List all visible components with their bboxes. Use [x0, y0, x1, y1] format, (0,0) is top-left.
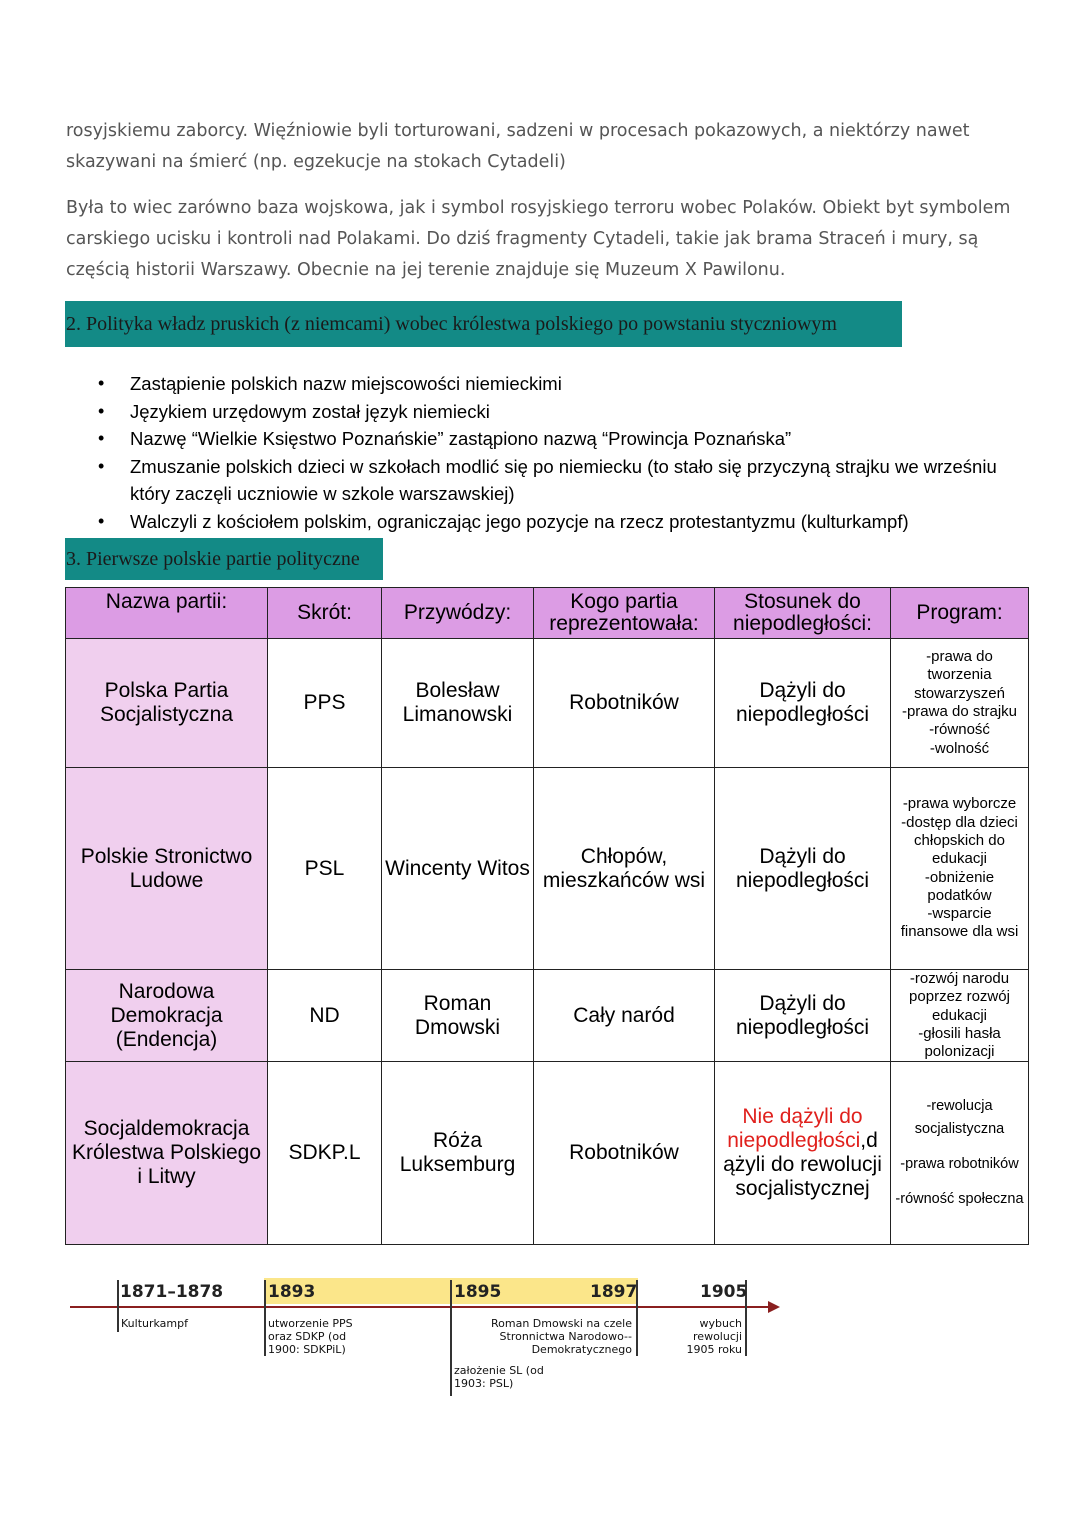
party-program [891, 1062, 1029, 1245]
party-name: Polska Partia Socjalistyczna [66, 639, 268, 768]
timeline-tick [117, 1280, 119, 1332]
timeline-year: 1905 [700, 1282, 748, 1302]
party-abbreviation: ND [268, 970, 382, 1062]
table-row [66, 1062, 1029, 1245]
parties-table [65, 587, 1029, 1245]
header-independence: Stosunek do niepodległości: [715, 588, 891, 639]
party-abbreviation: PSL [268, 768, 382, 970]
program-item: -prawa wyborcze [902, 795, 1017, 813]
stance-rest-2: ążyli do rewolucji socjalistycznej [723, 1153, 882, 1201]
party-leader: Róża Luksemburg [382, 1062, 534, 1245]
timeline-arrow-icon [768, 1301, 780, 1313]
stance-negative: Nie dążyli do niepodległości [727, 1105, 863, 1153]
timeline-year: 1893 [268, 1282, 316, 1302]
program-item: -równość społeczna [895, 1191, 1024, 1208]
party-independence: Dążyli do niepodległości [715, 970, 891, 1062]
stance-rest-1: ,d [860, 1129, 878, 1153]
program-item: -równość [929, 721, 990, 739]
table-row [66, 970, 1029, 1062]
section-3-heading: 3. Pierwsze polskie partie polityczne [65, 538, 383, 580]
party-independence: Dążyli do niepodległości [715, 639, 891, 768]
program-item: -obniżenie podatków [924, 868, 995, 904]
timeline-tick [264, 1280, 266, 1356]
party-program [891, 768, 1029, 970]
list-item: • Nazwę “Wielkie Księstwo Poznańskie” zastąpiono nazwą “Prowincja Poznańska” [100, 425, 1000, 453]
party-independence [715, 1062, 891, 1245]
party-program [891, 970, 1029, 1062]
timeline-tick [450, 1280, 452, 1396]
party-leader: Roman Dmowski [382, 970, 534, 1062]
table-header-row [66, 588, 1029, 639]
party-represents: Cały naród [534, 970, 715, 1062]
header-party-name: Nazwa partii: [66, 588, 268, 639]
program-item: -dostęp dla dzieci chłopskich do edukacji [901, 813, 1018, 868]
party-name: Narodowa Demokracja (Endencja) [66, 970, 268, 1062]
program-item: -rewolucja socjalistyczna [914, 1098, 1005, 1138]
header-program: Program: [891, 588, 1029, 639]
timeline-caption: Kulturkampf [121, 1317, 188, 1330]
party-leader: Bolesław Limanowski [382, 639, 534, 768]
party-represents: Robotników [534, 639, 715, 768]
intro-paragraph-1: rosyjskiemu zaborcy. Więźniowie byli torturowani, sadzeni w procesach pokazowych, a niektórzy nawet skazywani na śmierć (np. egzekucje na stokach Cytadeli) [66, 121, 970, 172]
timeline-caption: utworzenie PPS oraz SDKP (od 1900: SDKPiL) [268, 1317, 353, 1356]
timeline-year: 1895 [454, 1282, 502, 1302]
timeline-caption: Roman Dmowski na czele Stronnictwa Narodowo--Demokratycznego [491, 1317, 632, 1356]
party-represents: Robotników [534, 1062, 715, 1245]
party-independence: Dążyli do niepodległości [715, 768, 891, 970]
party-abbreviation: SDKP.L [268, 1062, 382, 1245]
prussian-policy-list [100, 370, 1000, 535]
timeline-year: 1871–1878 [120, 1282, 224, 1302]
timeline-caption: założenie SL (od 1903: PSL) [454, 1364, 544, 1390]
party-name: Polskie Stronictwo Ludowe [66, 768, 268, 970]
program-item: -głosili hasła polonizacji [918, 1024, 1001, 1061]
program-item: -wolność [929, 739, 990, 757]
timeline-year: 1897 [590, 1282, 638, 1302]
program-item: -rozwój narodu poprzez rozwój edukacji [909, 970, 1010, 1024]
timeline-caption: wybuch rewolucji 1905 roku [686, 1317, 742, 1356]
party-leader: Wincenty Witos [382, 768, 534, 970]
header-represented: Kogo partia reprezentowała: [534, 588, 715, 639]
table-row [66, 639, 1029, 768]
list-item: • Walczyli z kościołem polskim, ograniczając jego pozycje na rzecz protestantyzmu (kulturkampf) [100, 508, 1000, 536]
program-item: -prawa robotników [900, 1156, 1019, 1173]
program-item: -prawa do strajku [901, 703, 1018, 720]
program-item: -wsparcie finansowe dla wsi [900, 905, 1019, 941]
program-item: -prawa do tworzenia stowarzyszeń [914, 648, 1005, 702]
section-2-heading: 2. Polityka władz pruskich (z niemcami) wobec królestwa polskiego po powstaniu styczniowym [65, 301, 902, 347]
list-item: • Zastąpienie polskich nazw miejscowości niemieckimi [100, 370, 1000, 398]
table-row [66, 768, 1029, 970]
timeline [70, 1278, 790, 1408]
party-represents: Chłopów, mieszkańców wsi [534, 768, 715, 970]
intro-paragraph-2: Była to wiec zarówno baza wojskowa, jak i symbol rosyjskiego terroru wobec Polaków. Obiekt byt symbolem carskiego ucisku i kontroli nad Polakami. Do dziś fragmenty Cytadeli, takie jak brama Straceń i mury, są częścią historii Warszawy. Obecnie na jej terenie znajduje się Muzeum X Pawilonu. [66, 198, 1011, 280]
header-leaders: Przywódzy: [382, 588, 534, 639]
timeline-axis [70, 1306, 770, 1308]
list-item: • Językiem urzędowym został język niemiecki [100, 398, 1000, 426]
party-name: Socjaldemokracja Królestwa Polskiego i Litwy [66, 1062, 268, 1245]
party-abbreviation: PPS [268, 639, 382, 768]
list-item: • Zmuszanie polskich dzieci w szkołach modlić się po niemiecku (to stało się przyczyną strajku we wrześniu który zaczęli uczniowie w szkole warszawskiej) [100, 453, 1000, 508]
header-abbreviation: Skrót: [268, 588, 382, 639]
party-program [891, 639, 1029, 768]
